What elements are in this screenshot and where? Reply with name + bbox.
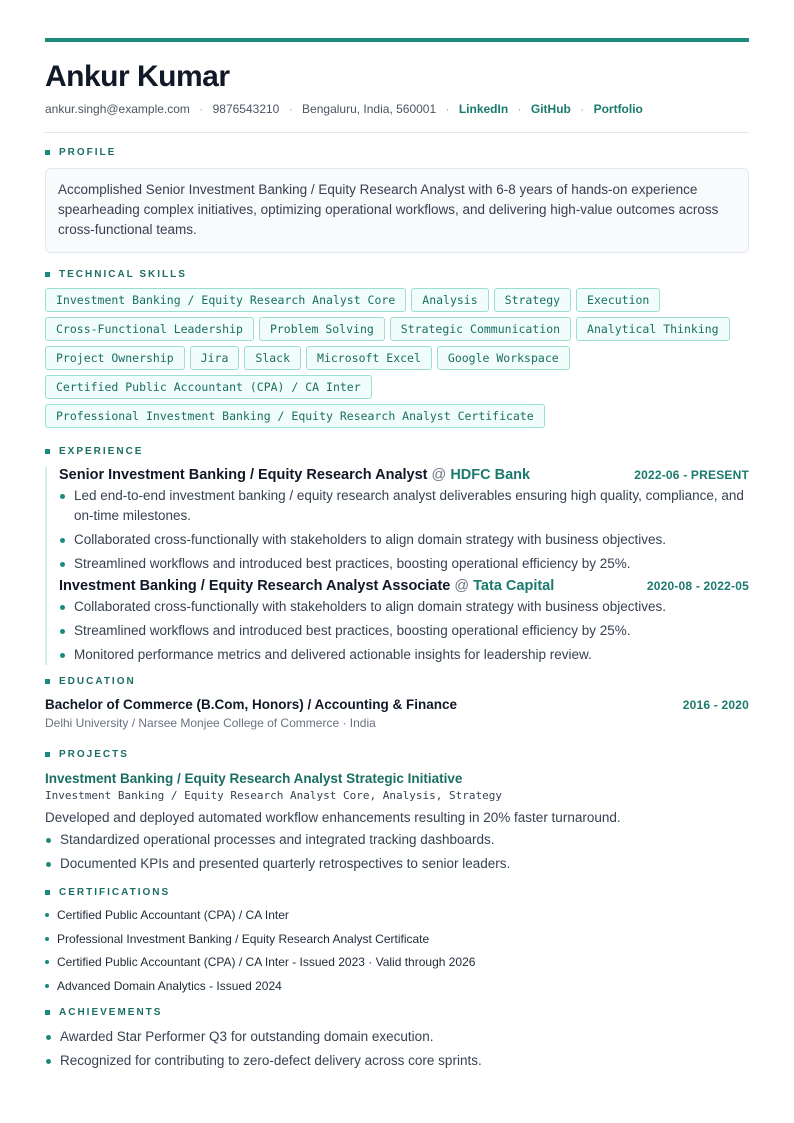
candidate-name: Ankur Kumar	[45, 60, 230, 93]
skill-chip: Google Workspace	[437, 346, 570, 370]
list-item: Certified Public Accountant (CPA) / CA Inter - Issued 2023 · Valid through 2026	[45, 954, 749, 970]
achievements-list	[45, 1027, 749, 1071]
section-title: ACHIEVEMENTS	[59, 1006, 163, 1018]
job-dates: 2020-08 - 2022-05	[646, 579, 749, 593]
profile-summary: Accomplished Senior Investment Banking / Equity Research Analyst with 6-8 years of hands-on experience spearheading complex initiatives, optimizing operational workflows, and delivering high-value outcomes across cross-functional teams.	[45, 168, 749, 253]
at-sign: @	[454, 578, 470, 594]
experience-entry	[59, 578, 749, 665]
section-heading-achievements	[45, 1007, 749, 1018]
section-heading-projects	[45, 749, 749, 760]
job-title-line	[59, 467, 530, 483]
linkedin-link[interactable]: LinkedIn	[458, 102, 509, 116]
list-item: Monitored performance metrics and delivered actionable insights for leadership review.	[59, 645, 749, 665]
list-item: Led end-to-end investment banking / equity research analyst deliverables ensuring high quality, compliance, and on-time milestones.	[59, 486, 749, 526]
square-bullet-icon	[45, 1010, 50, 1015]
square-bullet-icon	[45, 890, 50, 895]
skill-chip: Cross-Functional Leadership	[45, 317, 254, 341]
section-title: PROJECTS	[59, 749, 129, 760]
contact-separator: ·	[288, 102, 293, 116]
skills-list	[45, 288, 745, 433]
job-bullets	[59, 597, 749, 665]
skill-chip: Jira	[190, 346, 240, 370]
list-item: Collaborated cross-functionally with stakeholders to align domain strategy with business objectives.	[59, 530, 749, 550]
section-title: EDUCATION	[59, 676, 136, 687]
list-item: Streamlined workflows and introduced best practices, boosting operational efficiency by 25%.	[59, 554, 749, 574]
header-divider	[45, 132, 749, 133]
resume-page	[45, 38, 749, 1075]
degree: Bachelor of Commerce (B.Com, Honors) / Accounting & Finance	[45, 697, 458, 712]
company-name: HDFC Bank	[450, 467, 531, 483]
section-title: EXPERIENCE	[59, 446, 144, 457]
company-name: Tata Capital	[473, 578, 555, 594]
job-header	[59, 578, 749, 594]
education-entry	[45, 697, 749, 712]
job-header	[59, 467, 749, 483]
contact-separator: ·	[199, 102, 204, 116]
contact-line	[45, 101, 749, 117]
skill-chip: Investment Banking / Equity Research Analyst Core	[45, 288, 406, 312]
section-title: CERTIFICATIONS	[59, 887, 171, 898]
job-title: Investment Banking / Equity Research Analyst Associate	[59, 578, 451, 594]
section-heading-profile	[45, 147, 749, 158]
list-item: Awarded Star Performer Q3 for outstanding domain execution.	[45, 1027, 749, 1047]
contact-separator: ·	[517, 102, 522, 116]
job-bullets	[59, 486, 749, 574]
contact-location: Bengaluru, India, 560001	[302, 102, 437, 116]
accent-top-bar	[45, 38, 749, 42]
skill-chip: Professional Investment Banking / Equity Research Analyst Certificate	[45, 404, 545, 428]
square-bullet-icon	[45, 272, 50, 277]
list-item: Documented KPIs and presented quarterly retrospectives to senior leaders.	[45, 854, 749, 874]
job-title: Senior Investment Banking / Equity Research Analyst	[59, 467, 428, 483]
section-title: PROFILE	[59, 147, 117, 158]
section-heading-skills	[45, 269, 749, 280]
skill-chip: Certified Public Accountant (CPA) / CA Inter	[45, 375, 372, 399]
skill-chip: Project Ownership	[45, 346, 185, 370]
contact-phone: 9876543210	[212, 102, 280, 116]
section-heading-certifications	[45, 887, 749, 898]
school-name: Delhi University / Narsee Monjee College of Commerce · India	[45, 716, 376, 730]
skill-chip: Problem Solving	[259, 317, 385, 341]
project-tech-stack: Investment Banking / Equity Research Analyst Core, Analysis, Strategy	[45, 789, 502, 802]
experience-entry	[59, 467, 749, 574]
skill-chip: Strategic Communication	[390, 317, 571, 341]
project-title: Investment Banking / Equity Research Analyst Strategic Initiative	[45, 771, 463, 786]
square-bullet-icon	[45, 150, 50, 155]
contact-email[interactable]: ankur.singh@example.com	[45, 102, 190, 116]
skill-chip: Execution	[576, 288, 660, 312]
list-item: Professional Investment Banking / Equity Research Analyst Certificate	[45, 931, 749, 947]
job-title-line	[59, 578, 554, 594]
list-item: Streamlined workflows and introduced best practices, boosting operational efficiency by 25%.	[59, 621, 749, 641]
skill-chip: Microsoft Excel	[306, 346, 432, 370]
square-bullet-icon	[45, 752, 50, 757]
certifications-list	[45, 907, 749, 994]
list-item: Advanced Domain Analytics - Issued 2024	[45, 978, 749, 994]
section-heading-education	[45, 676, 749, 687]
project-bullets	[45, 830, 749, 874]
skill-chip: Slack	[244, 346, 301, 370]
portfolio-link[interactable]: Portfolio	[593, 102, 643, 116]
job-dates: 2022-06 - PRESENT	[634, 468, 749, 482]
list-item: Collaborated cross-functionally with stakeholders to align domain strategy with business objectives.	[59, 597, 749, 617]
section-heading-experience	[45, 446, 749, 457]
square-bullet-icon	[45, 679, 50, 684]
list-item: Certified Public Accountant (CPA) / CA Inter	[45, 907, 749, 923]
list-item: Recognized for contributing to zero-defect delivery across core sprints.	[45, 1051, 749, 1071]
project-description: Developed and deployed automated workflow enhancements resulting in 20% faster turnaround.	[45, 810, 621, 825]
square-bullet-icon	[45, 449, 50, 454]
education-dates: 2016 - 2020	[682, 698, 749, 712]
list-item: Standardized operational processes and integrated tracking dashboards.	[45, 830, 749, 850]
section-title: TECHNICAL SKILLS	[59, 269, 187, 280]
contact-separator: ·	[580, 102, 585, 116]
at-sign: @	[431, 467, 447, 483]
contact-separator: ·	[445, 102, 450, 116]
github-link[interactable]: GitHub	[530, 102, 571, 116]
skill-chip: Analytical Thinking	[576, 317, 730, 341]
skill-chip: Strategy	[494, 288, 571, 312]
skill-chip: Analysis	[411, 288, 488, 312]
experience-list	[45, 467, 749, 665]
